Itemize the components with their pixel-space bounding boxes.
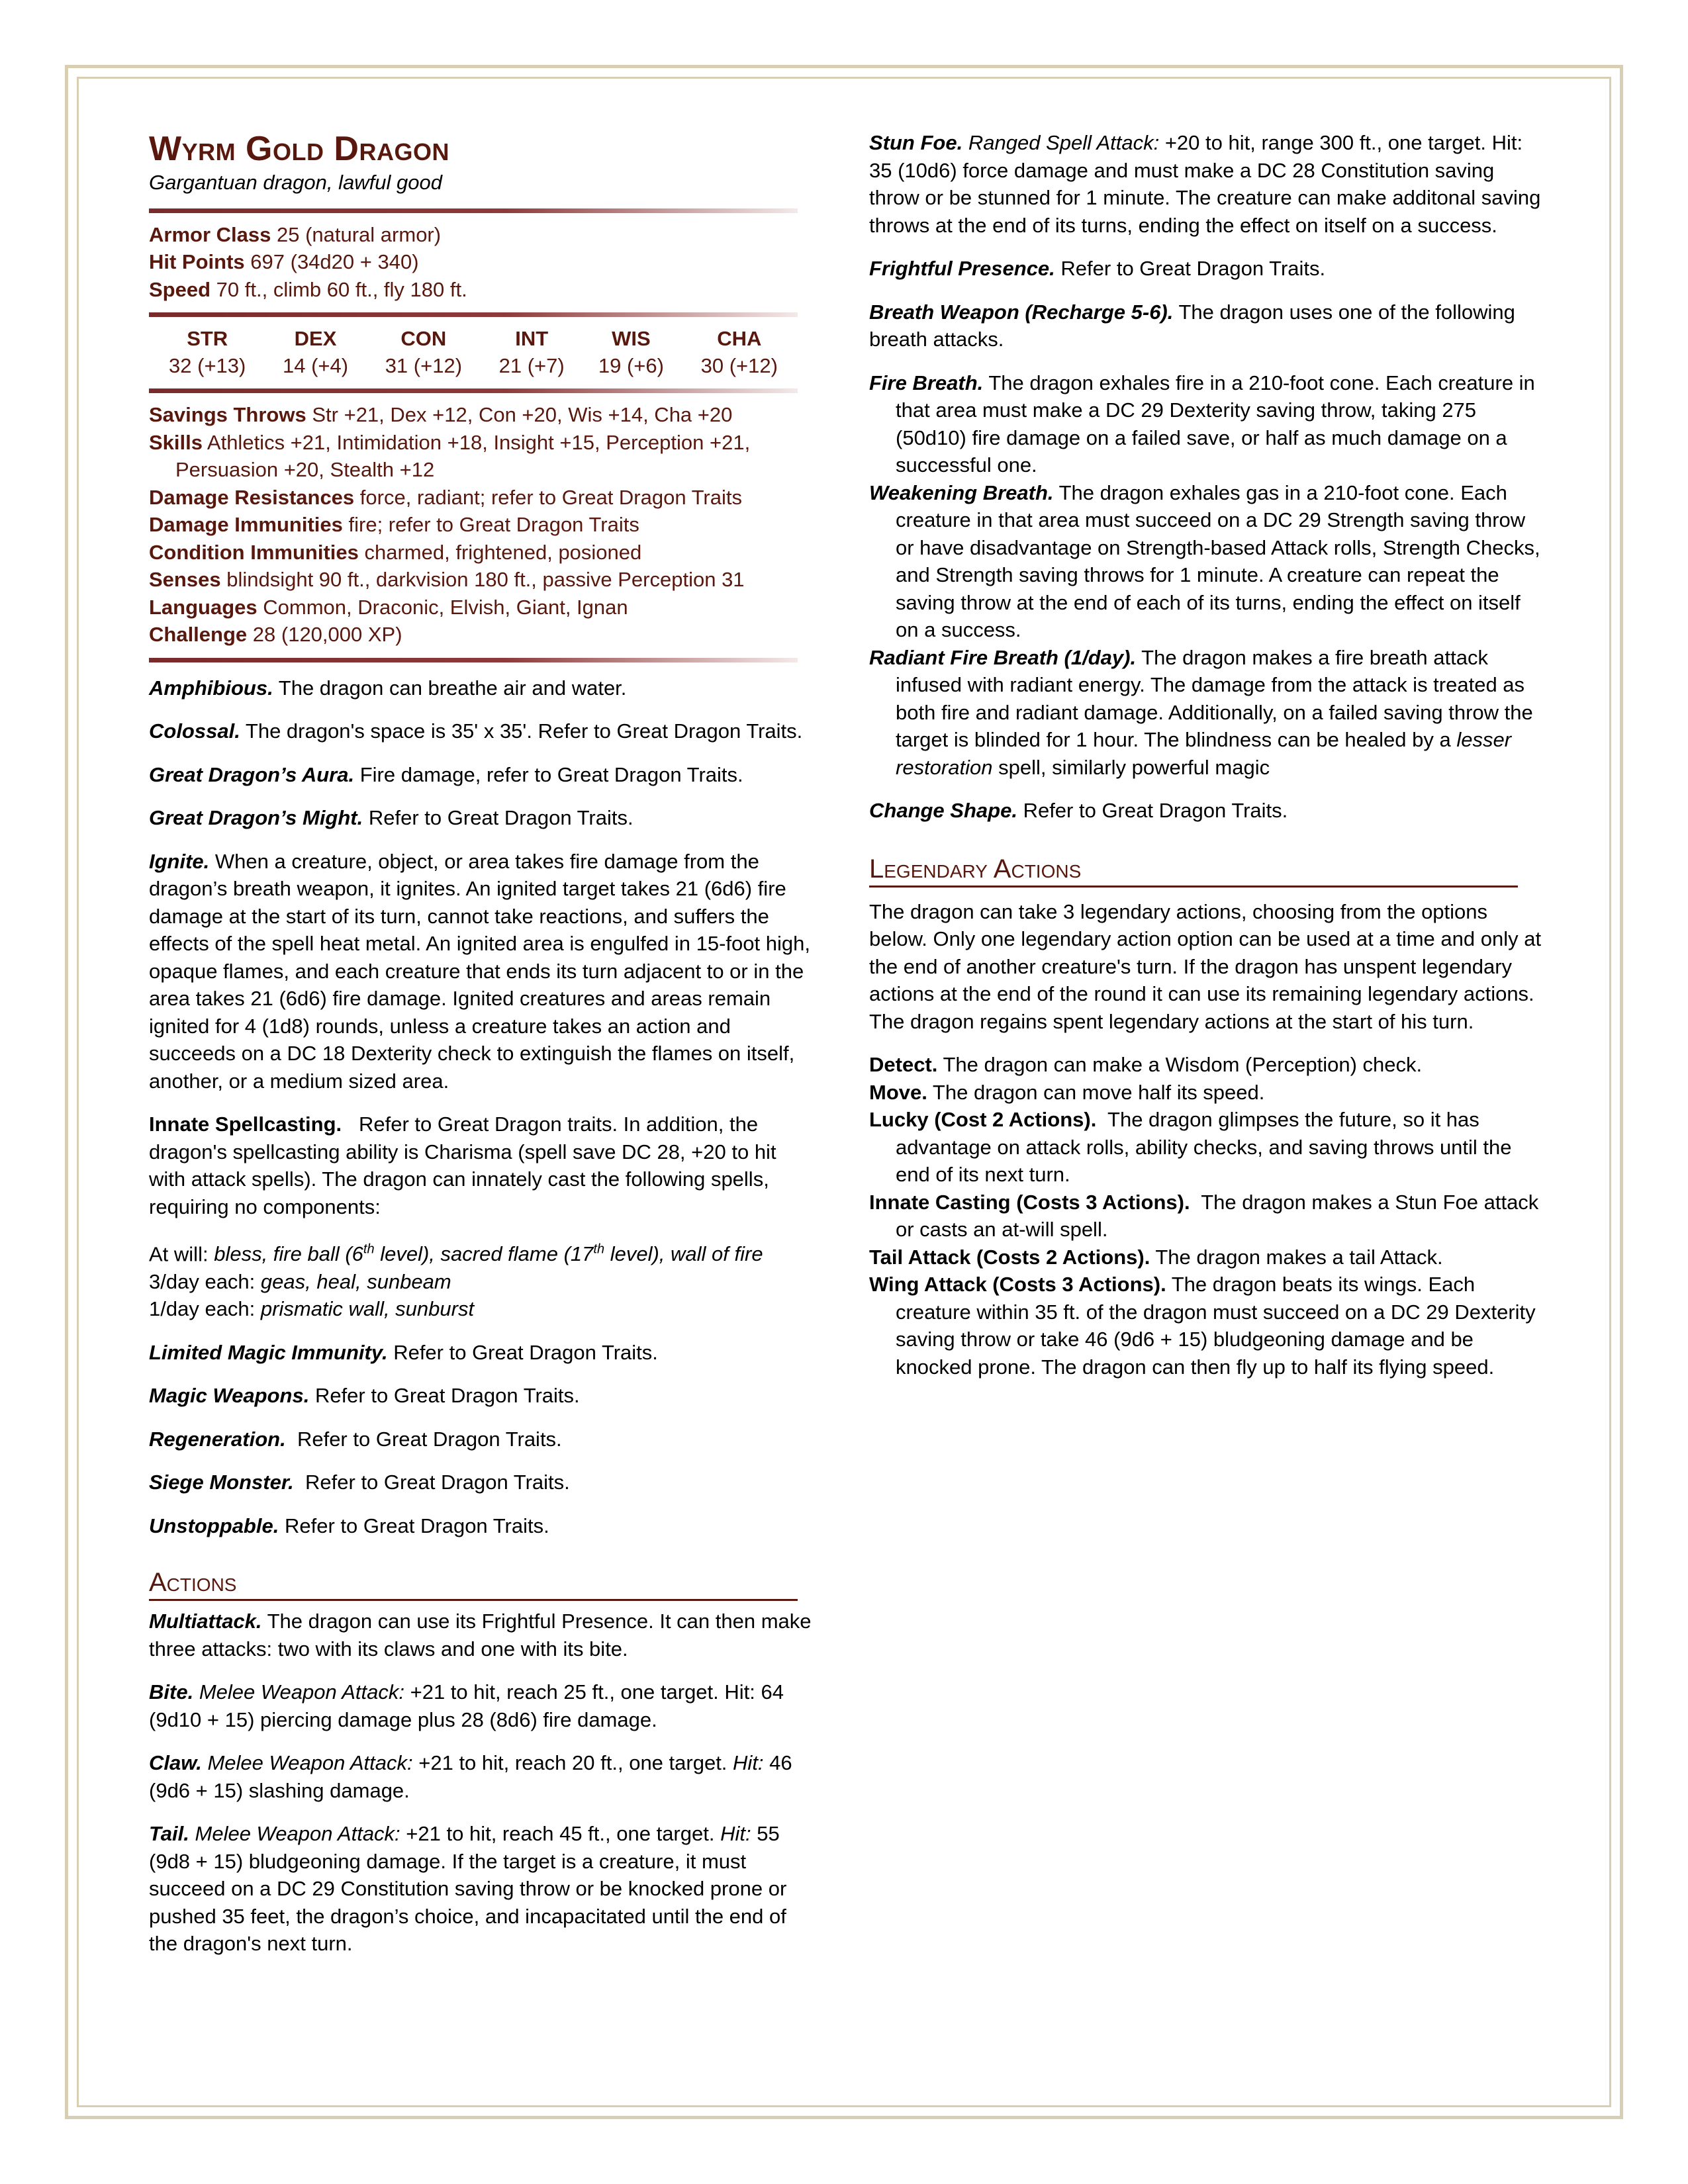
trait-limited-magic: Limited Magic Immunity. Refer to Great Dragon Traits. [149,1340,658,1364]
ability-name: CON [400,327,447,350]
divider [149,658,798,662]
legendary-intro: The dragon can take 3 legendary actions, choosing from the options below. Only one legendary action option can be used at a time and only at the end of another creature's turn. If the dragon has unspent legendary actions at the end of the round it can use its remaining legendary actions. The dragon regains spent legendary actions at the start of his turn. [869,899,1542,1033]
trait-siege: Siege Monster. Refer to Great Dragon Traits. [149,1471,570,1494]
detail-value: fire; refer to Great Dragon Traits [348,513,639,536]
speed-value: 70 ft., climb 60 ft., fly 180 ft. [216,277,467,301]
ability-score: 19 (+6) [598,354,664,377]
ability-score: 31 (+12) [385,354,463,377]
right-column [869,129,1548,1381]
action-tail: Tail. Melee Weapon Attack: +21 to hit, reach 45 ft., one target. Hit: 55 (9d8 + 15) bludgeoning damage. If the target is a creature, it must succeed on a DC 29 Constitution saving throw or be knocked prone or pushed 35 feet, the dragon’s choice, and incapacitated until the end of the dragon's next turn. [149,1822,787,1956]
legendary-move: Move. The dragon can move half its speed. [869,1080,1265,1104]
monster-name: Wyrm Gold Dragon [149,130,449,168]
trait-unstoppable: Unstoppable. Refer to Great Dragon Traits. [149,1514,549,1537]
action-fire-breath: Fire Breath. The dragon exhales fire in a 210-foot cone. Each creature in that area must make a DC 29 Dexterity saving throw, taking 275 (50d10) fire damage on a failed save, or half as much damage on a successful one. [869,371,1535,477]
action-claw: Claw. Melee Weapon Attack: +21 to hit, reach 20 ft., one target. Hit: 46 (9d6 + 15) slashing damage. [149,1751,792,1802]
trait-amphibious: Amphibious. The dragon can breathe air and water. [149,676,627,700]
ability-score: 21 (+7) [498,354,565,377]
left-column [149,129,818,1974]
ability-name: STR [187,327,228,350]
action-stun-foe: Stun Foe. Ranged Spell Attack: +20 to hit, range 300 ft., one target. Hit: 35 (10d6) force damage and must make a DC 28 Constitution saving throw or be stunned for 1 minute. The creature can make additonal saving throws at the end of its turns, ending the effect on itself on a success. [869,131,1541,237]
detail-label: Challenge [149,623,248,646]
divider [149,312,798,317]
detail-value: 28 (120,000 XP) [252,623,402,646]
trait-colossal: Colossal. The dragon's space is 35' x 35'. Refer to Great Dragon Traits. [149,719,803,743]
action-breath-weapon: Breath Weapon (Recharge 5-6). The dragon uses one of the following breath attacks. [869,300,1515,351]
detail-stats [149,401,818,649]
action-bite: Bite. Melee Weapon Attack: +21 to hit, reach 25 ft., one target. Hit: 64 (9d10 + 15) piercing damage plus 28 (8d6) fire damage. [149,1680,784,1731]
trait-spellcasting: Innate Spellcasting. Refer to Great Dragon traits. In addition, the dragon's spellcasting ability is Charisma (spell save DC 28, +20 to hit with attack spells). The dragon can innately cast the following spells, requiring no components: [149,1113,776,1218]
trait-might: Great Dragon’s Might. Refer to Great Dragon Traits. [149,806,633,829]
legendary-detect: Detect. The dragon can make a Wisdom (Perception) check. [869,1053,1423,1076]
action-multiattack: Multiattack. The dragon can use its Frightful Presence. It can then make three attacks: two with its claws and one with its bite. [149,1610,812,1661]
spell-line-3-day: 3/day each: geas, heal, sunbeam [149,1269,451,1293]
spell-line-at-will: At will: bless, fire ball (6th level), sacred flame (17th level), wall of fire [149,1242,763,1266]
action-frightful-presence: Frightful Presence. Refer to Great Dragon Traits. [869,257,1326,280]
ability-score: 14 (+4) [282,354,349,377]
hp-label: Hit Points [149,250,245,273]
legendary-wing-attack: Wing Attack (Costs 3 Actions). The dragon beats its wings. Each creature within 35 ft. of the dragon must succeed on a DC 29 Dexterity saving throw or take 46 (9d6 + 15) bludgeoning damage and be knocked prone. The dragon can then fly up to half its flying speed. [869,1273,1536,1379]
legendary-tail-attack: Tail Attack (Costs 2 Actions). The dragon makes a tail Attack. [869,1245,1443,1269]
action-radiant-fire-breath: Radiant Fire Breath (1/day). The dragon makes a fire breath attack infused with radiant energy. The damage from the attack is treated as both fire and radiant damage. Additionally, on a failed saving throw the target is blinded for 1 hour. The blindness can be healed by a lesser restoration spell, similarly powerful magic [869,645,1533,779]
ac-value: 25 (natural armor) [276,222,442,246]
divider [149,208,798,213]
detail-value: blindsight 90 ft., darkvision 180 ft., passive Perception 31 [226,568,745,591]
detail-value: charmed, frightened, posioned [364,540,642,564]
detail-label: Skills [149,430,203,454]
trait-magic-weapons: Magic Weapons. Refer to Great Dragon Traits. [149,1384,580,1408]
ability-name: INT [515,327,549,350]
detail-value: force, radiant; refer to Great Dragon Traits [359,485,742,509]
legendary-lucky: Lucky (Cost 2 Actions). The dragon glimpses the future, so it has advantage on attack rolls, ability checks, and saving throws until the end of its next turn. [869,1108,1512,1186]
legendary-innate-casting: Innate Casting (Costs 3 Actions). The dragon makes a Stun Foe attack or casts an at-will spell. [869,1190,1539,1241]
ability-name: DEX [294,327,337,350]
detail-label: Savings Throws [149,403,306,426]
trait-regeneration: Regeneration. Refer to Great Dragon Traits. [149,1427,562,1451]
detail-value: Athletics +21, Intimidation +18, Insight +15, Perception +21, Persuasion +20, Stealth +12 [175,430,751,481]
ability-score: 32 (+13) [169,354,246,377]
ac-label: Armor Class [149,222,271,246]
spell-list [149,1236,818,1323]
detail-label: Condition Immunities [149,540,359,564]
action-change-shape: Change Shape. Refer to Great Dragon Traits. [869,799,1288,822]
detail-value: Common, Draconic, Elvish, Giant, Ignan [263,595,628,619]
actions-heading: Actions [149,1566,798,1601]
detail-label: Damage Resistances [149,485,355,509]
detail-label: Senses [149,568,221,591]
basic-stats [149,221,818,304]
spell-line-1-day: 1/day each: prismatic wall, sunburst [149,1297,475,1321]
ability-scores-table [149,325,798,379]
action-weakening-breath: Weakening Breath. The dragon exhales gas in a 210-foot cone. Each creature in that area must succeed on a DC 29 Strength saving throw or have disadvantage on Strength-based Attack rolls, Strength Checks, and Strength saving throws for 1 minute. A creature can repeat the saving throw at the end of each of its turns, ending the effect on itself on a success. [869,480,1540,641]
legendary-actions-heading: Legendary Actions [869,852,1518,887]
hp-value: 697 (34d20 + 340) [250,250,419,273]
divider [149,388,798,393]
trait-aura: Great Dragon’s Aura. Fire damage, refer to Great Dragon Traits. [149,762,743,786]
detail-label: Damage Immunities [149,513,343,536]
monster-type: Gargantuan dragon, lawful good [149,171,442,194]
ability-name: CHA [717,327,762,350]
trait-ignite: Ignite. When a creature, object, or area takes fire damage from the dragon’s breath weapon, it ignites. An ignited target takes 21 (6d6) fire damage at the start of its turn, cannot take reactions, and suffers the effects of the spell heat metal. An ignited area is engulfed in 15-foot high, opaque flames, and each creature that ends its turn adjacent to or in the area takes 21 (6d6) fire damage. Ignited creatures and areas remain ignited for 4 (1d8) rounds, unless a creature takes an action and succeeds on a DC 18 Dexterity check to extinguish the flames on itself, another, or a medium sized area. [149,849,810,1093]
detail-label: Languages [149,595,258,619]
detail-value: Str +21, Dex +12, Con +20, Wis +14, Cha +20 [312,403,733,426]
ability-score: 30 (+12) [700,354,778,377]
ability-name: WIS [612,327,651,350]
speed-label: Speed [149,277,211,301]
